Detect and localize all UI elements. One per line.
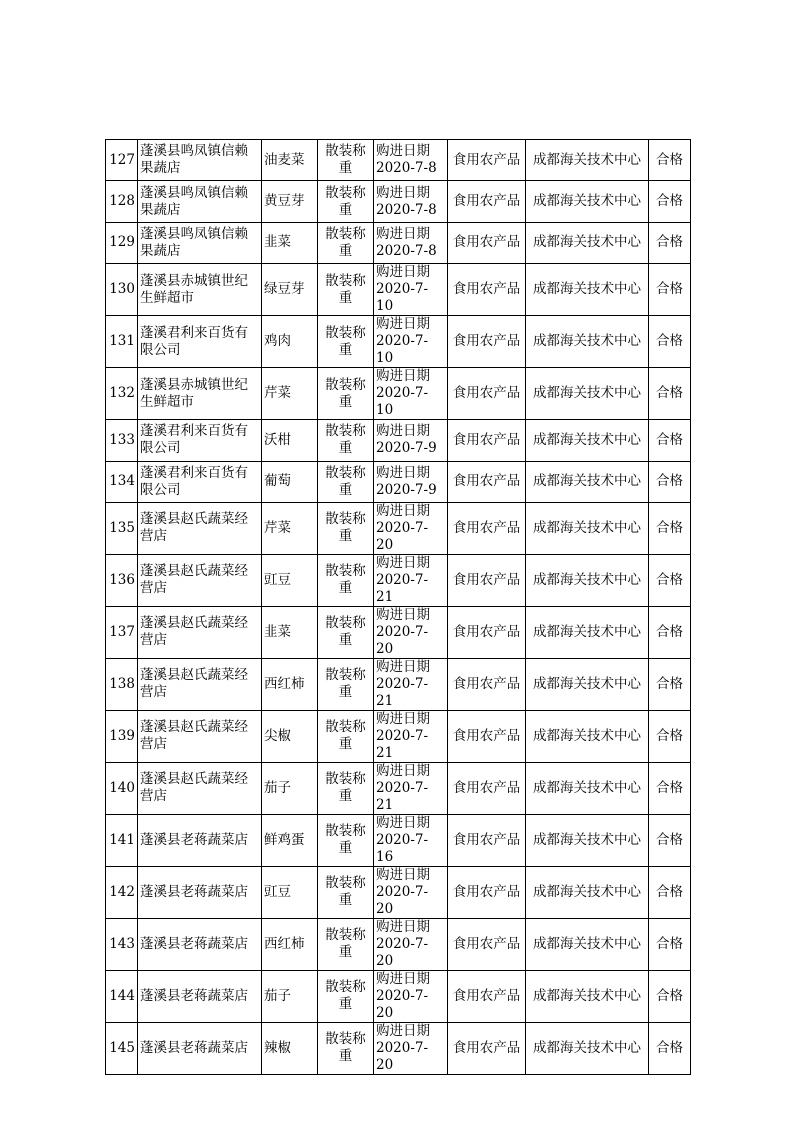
purchase-date-cell: 购进日期 2020-7-8 (374, 181, 448, 222)
store-name-cell: 蓬溪县老蒋蔬菜店 (138, 970, 262, 1022)
package-spec-cell: 散装称重 (318, 970, 374, 1022)
purchase-date-cell: 购进日期 2020-7-20 (374, 502, 448, 554)
test-result-cell: 合格 (649, 222, 691, 263)
product-name-cell: 韭菜 (262, 606, 318, 658)
store-name-cell: 蓬溪县赵氏蔬菜经营店 (138, 710, 262, 762)
table-row (106, 181, 691, 222)
purchase-date-cell: 购进日期 2020-7-9 (374, 420, 448, 461)
product-name-cell: 芹菜 (262, 502, 318, 554)
package-spec-cell: 散装称重 (318, 420, 374, 461)
store-name-cell: 蓬溪县赵氏蔬菜经营店 (138, 554, 262, 606)
product-name-cell: 西红柿 (262, 918, 318, 970)
product-category-cell: 食用农产品 (448, 762, 526, 814)
store-name-cell: 蓬溪君利来百货有限公司 (138, 316, 262, 368)
product-category-cell: 食用农产品 (448, 606, 526, 658)
purchase-date-cell: 购进日期 2020-7-10 (374, 316, 448, 368)
row-number-cell: 136 (106, 554, 138, 606)
table-row (106, 140, 691, 181)
testing-agency-cell: 成都海关技术中心 (526, 264, 649, 316)
table-row (106, 368, 691, 420)
purchase-date-cell: 购进日期 2020-7-20 (374, 866, 448, 918)
store-name-cell: 蓬溪君利来百货有限公司 (138, 461, 262, 502)
package-spec-cell: 散装称重 (318, 762, 374, 814)
package-spec-cell: 散装称重 (318, 866, 374, 918)
testing-agency-cell: 成都海关技术中心 (526, 420, 649, 461)
product-category-cell: 食用农产品 (448, 554, 526, 606)
package-spec-cell: 散装称重 (318, 606, 374, 658)
store-name-cell: 蓬溪县赤城镇世纪生鲜超市 (138, 264, 262, 316)
package-spec-cell: 散装称重 (318, 502, 374, 554)
package-spec-cell: 散装称重 (318, 710, 374, 762)
table-row (106, 222, 691, 263)
test-result-cell: 合格 (649, 554, 691, 606)
table-row (106, 1022, 691, 1074)
product-name-cell: 韭菜 (262, 222, 318, 263)
package-spec-cell: 散装称重 (318, 222, 374, 263)
test-result-cell: 合格 (649, 970, 691, 1022)
test-result-cell: 合格 (649, 140, 691, 181)
testing-agency-cell: 成都海关技术中心 (526, 554, 649, 606)
product-name-cell: 尖椒 (262, 710, 318, 762)
table-row (106, 918, 691, 970)
test-result-cell: 合格 (649, 762, 691, 814)
row-number-cell: 133 (106, 420, 138, 461)
row-number-cell: 141 (106, 814, 138, 866)
purchase-date-cell: 购进日期 2020-7-21 (374, 762, 448, 814)
testing-agency-cell: 成都海关技术中心 (526, 502, 649, 554)
purchase-date-cell: 购进日期 2020-7-20 (374, 918, 448, 970)
test-result-cell: 合格 (649, 420, 691, 461)
test-result-cell: 合格 (649, 866, 691, 918)
package-spec-cell: 散装称重 (318, 264, 374, 316)
product-name-cell: 油麦菜 (262, 140, 318, 181)
testing-agency-cell: 成都海关技术中心 (526, 461, 649, 502)
table-body (106, 140, 691, 1075)
testing-agency-cell: 成都海关技术中心 (526, 606, 649, 658)
store-name-cell: 蓬溪君利来百货有限公司 (138, 420, 262, 461)
purchase-date-cell: 购进日期 2020-7-8 (374, 222, 448, 263)
product-name-cell: 鸡肉 (262, 316, 318, 368)
row-number-cell: 137 (106, 606, 138, 658)
purchase-date-cell: 购进日期 2020-7-10 (374, 368, 448, 420)
test-result-cell: 合格 (649, 918, 691, 970)
purchase-date-cell: 购进日期 2020-7-20 (374, 606, 448, 658)
test-result-cell: 合格 (649, 658, 691, 710)
store-name-cell: 蓬溪县赵氏蔬菜经营店 (138, 658, 262, 710)
store-name-cell: 蓬溪县赵氏蔬菜经营店 (138, 606, 262, 658)
store-name-cell: 蓬溪县赵氏蔬菜经营店 (138, 762, 262, 814)
product-name-cell: 绿豆芽 (262, 264, 318, 316)
purchase-date-cell: 购进日期 2020-7-9 (374, 461, 448, 502)
product-name-cell: 茄子 (262, 762, 318, 814)
store-name-cell: 蓬溪县鸣凤镇信赖果蔬店 (138, 181, 262, 222)
table-row (106, 461, 691, 502)
package-spec-cell: 散装称重 (318, 181, 374, 222)
row-number-cell: 132 (106, 368, 138, 420)
testing-agency-cell: 成都海关技术中心 (526, 814, 649, 866)
product-category-cell: 食用农产品 (448, 264, 526, 316)
product-category-cell: 食用农产品 (448, 420, 526, 461)
product-category-cell: 食用农产品 (448, 316, 526, 368)
table-row (106, 606, 691, 658)
product-category-cell: 食用农产品 (448, 970, 526, 1022)
row-number-cell: 139 (106, 710, 138, 762)
test-result-cell: 合格 (649, 606, 691, 658)
testing-agency-cell: 成都海关技术中心 (526, 222, 649, 263)
purchase-date-cell: 购进日期 2020-7-21 (374, 710, 448, 762)
store-name-cell: 蓬溪县老蒋蔬菜店 (138, 866, 262, 918)
table-row (106, 420, 691, 461)
table-row (106, 970, 691, 1022)
product-name-cell: 沃柑 (262, 420, 318, 461)
package-spec-cell: 散装称重 (318, 461, 374, 502)
testing-agency-cell: 成都海关技术中心 (526, 316, 649, 368)
table-row (106, 866, 691, 918)
product-category-cell: 食用农产品 (448, 181, 526, 222)
inspection-results-table (105, 139, 691, 1075)
store-name-cell: 蓬溪县赵氏蔬菜经营店 (138, 502, 262, 554)
testing-agency-cell: 成都海关技术中心 (526, 970, 649, 1022)
row-number-cell: 143 (106, 918, 138, 970)
product-name-cell: 茄子 (262, 970, 318, 1022)
test-result-cell: 合格 (649, 814, 691, 866)
product-category-cell: 食用农产品 (448, 1022, 526, 1074)
testing-agency-cell: 成都海关技术中心 (526, 918, 649, 970)
store-name-cell: 蓬溪县鸣凤镇信赖果蔬店 (138, 222, 262, 263)
row-number-cell: 130 (106, 264, 138, 316)
test-result-cell: 合格 (649, 181, 691, 222)
test-result-cell: 合格 (649, 461, 691, 502)
testing-agency-cell: 成都海关技术中心 (526, 762, 649, 814)
row-number-cell: 140 (106, 762, 138, 814)
table-row (106, 502, 691, 554)
package-spec-cell: 散装称重 (318, 140, 374, 181)
package-spec-cell: 散装称重 (318, 1022, 374, 1074)
row-number-cell: 138 (106, 658, 138, 710)
testing-agency-cell: 成都海关技术中心 (526, 181, 649, 222)
store-name-cell: 蓬溪县老蒋蔬菜店 (138, 918, 262, 970)
store-name-cell: 蓬溪县老蒋蔬菜店 (138, 1022, 262, 1074)
row-number-cell: 142 (106, 866, 138, 918)
package-spec-cell: 散装称重 (318, 918, 374, 970)
testing-agency-cell: 成都海关技术中心 (526, 1022, 649, 1074)
testing-agency-cell: 成都海关技术中心 (526, 140, 649, 181)
testing-agency-cell: 成都海关技术中心 (526, 658, 649, 710)
row-number-cell: 135 (106, 502, 138, 554)
table-row (106, 658, 691, 710)
purchase-date-cell: 购进日期 2020-7-21 (374, 658, 448, 710)
test-result-cell: 合格 (649, 316, 691, 368)
purchase-date-cell: 购进日期 2020-7-8 (374, 140, 448, 181)
row-number-cell: 144 (106, 970, 138, 1022)
testing-agency-cell: 成都海关技术中心 (526, 368, 649, 420)
row-number-cell: 129 (106, 222, 138, 263)
table-row (106, 554, 691, 606)
test-result-cell: 合格 (649, 710, 691, 762)
row-number-cell: 134 (106, 461, 138, 502)
product-category-cell: 食用农产品 (448, 140, 526, 181)
product-name-cell: 辣椒 (262, 1022, 318, 1074)
test-result-cell: 合格 (649, 502, 691, 554)
product-category-cell: 食用农产品 (448, 866, 526, 918)
row-number-cell: 128 (106, 181, 138, 222)
table-row (106, 814, 691, 866)
product-name-cell: 黄豆芽 (262, 181, 318, 222)
purchase-date-cell: 购进日期 2020-7-16 (374, 814, 448, 866)
row-number-cell: 131 (106, 316, 138, 368)
package-spec-cell: 散装称重 (318, 368, 374, 420)
row-number-cell: 127 (106, 140, 138, 181)
purchase-date-cell: 购进日期 2020-7-20 (374, 1022, 448, 1074)
package-spec-cell: 散装称重 (318, 814, 374, 866)
product-name-cell: 豇豆 (262, 866, 318, 918)
product-category-cell: 食用农产品 (448, 710, 526, 762)
product-name-cell: 豇豆 (262, 554, 318, 606)
store-name-cell: 蓬溪县老蒋蔬菜店 (138, 814, 262, 866)
table-row (106, 316, 691, 368)
test-result-cell: 合格 (649, 368, 691, 420)
product-category-cell: 食用农产品 (448, 368, 526, 420)
table-row (106, 762, 691, 814)
table-row (106, 710, 691, 762)
store-name-cell: 蓬溪县鸣凤镇信赖果蔬店 (138, 140, 262, 181)
product-category-cell: 食用农产品 (448, 461, 526, 502)
product-category-cell: 食用农产品 (448, 918, 526, 970)
product-name-cell: 鲜鸡蛋 (262, 814, 318, 866)
product-name-cell: 葡萄 (262, 461, 318, 502)
store-name-cell: 蓬溪县赤城镇世纪生鲜超市 (138, 368, 262, 420)
product-name-cell: 芹菜 (262, 368, 318, 420)
table-row (106, 264, 691, 316)
testing-agency-cell: 成都海关技术中心 (526, 710, 649, 762)
package-spec-cell: 散装称重 (318, 554, 374, 606)
purchase-date-cell: 购进日期 2020-7-10 (374, 264, 448, 316)
product-category-cell: 食用农产品 (448, 658, 526, 710)
product-category-cell: 食用农产品 (448, 814, 526, 866)
product-category-cell: 食用农产品 (448, 222, 526, 263)
package-spec-cell: 散装称重 (318, 658, 374, 710)
testing-agency-cell: 成都海关技术中心 (526, 866, 649, 918)
test-result-cell: 合格 (649, 1022, 691, 1074)
package-spec-cell: 散装称重 (318, 316, 374, 368)
product-category-cell: 食用农产品 (448, 502, 526, 554)
product-name-cell: 西红柿 (262, 658, 318, 710)
test-result-cell: 合格 (649, 264, 691, 316)
purchase-date-cell: 购进日期 2020-7-21 (374, 554, 448, 606)
purchase-date-cell: 购进日期 2020-7-20 (374, 970, 448, 1022)
row-number-cell: 145 (106, 1022, 138, 1074)
